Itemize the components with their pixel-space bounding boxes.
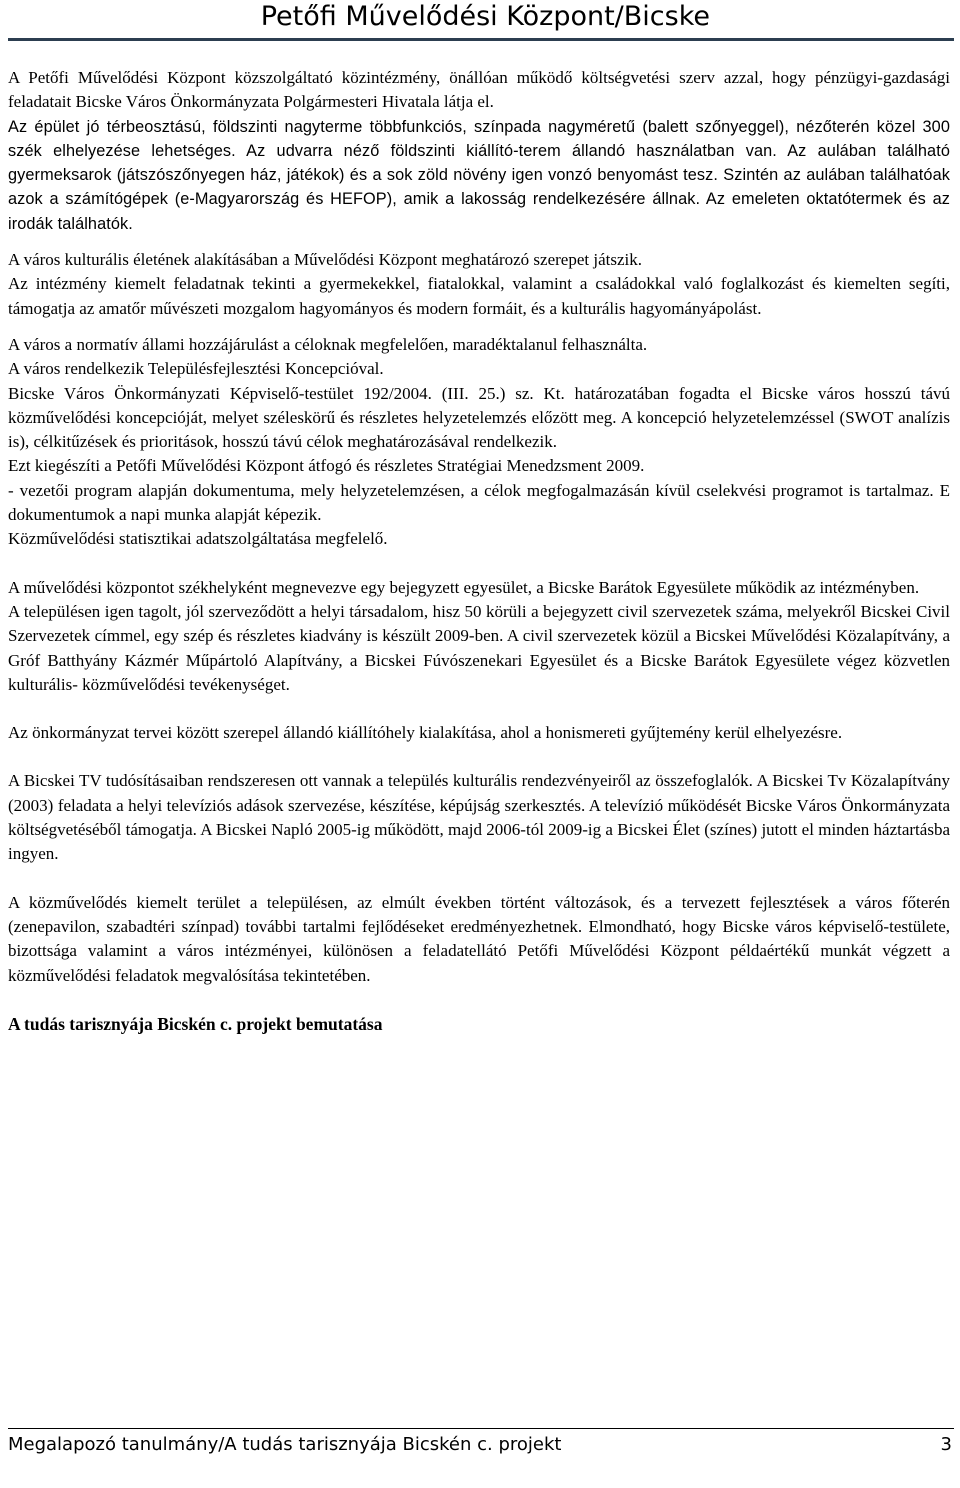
paragraph: - vezetői program alapján dokumentuma, mely helyzetelemzésen, a célok megfogalmazásán kívül cselekvési programot is tartalmaz. E dokumentumok a napi munka alapját képezik.	[8, 480, 950, 525]
paragraph: Az intézmény kiemelt feladatnak tekinti a gyermekekkel, fiatalokkal, valamint a családokkal való foglalkozást és kiemelten segíti, támogatja az amatőr művészeti mozgalom hagyományos és modern formáit, és a kulturális hagyományápolást.	[8, 274, 950, 318]
paragraph: A város a normatív állami hozzájárulást a céloknak megfelelően, maradéktalanul felhasználta.	[8, 334, 648, 354]
document-body	[8, 66, 950, 1036]
footer-divider	[8, 1428, 954, 1429]
page-header-title: Petőfi Művelődési Központ/Bicske	[260, 1, 710, 32]
paragraph: Bicske Város Önkormányzati Képviselő-testület 192/2004. (III. 25.) sz. Kt. határozatában fogadta el Bicske város hosszú távú közművelődési koncepcióját, melyet széleskörű és részletes helyzetelemzés előzött meg. A koncepció helyzetelemzéssel (SWOT analízis is), célkitűzések és prioritások, hosszú távú célok meghatározásával rendelkezik.	[8, 383, 950, 452]
paragraph: Közművelődési statisztikai adatszolgáltatása megfelelő.	[8, 529, 388, 549]
paragraph: A településen igen tagolt, jól szerveződött a helyi társadalom, hisz 50 körüli a bejegyzett civil szervezetek száma, melyekről Bicskei Civil Szervezetek címmel, egy szép és részletes kiadvány is készült 2009-ben. A civil szervezetek közül a Bicskei Művelődési Közalapítvány, a Gróf Batthyány Kázmér Műpártoló Alapítvány, a Bicskei Fúvószenekari Egyesület és a Bicske Barátok Egyesülete végez közvetlen kulturális- közművelődési tevékenységet.	[8, 601, 950, 694]
footer-title: Megalapozó tanulmány/A tudás tarisznyája Bicskén c. projekt	[8, 1434, 562, 1455]
paragraph: A Bicskei TV tudósításaiban rendszeresen ott vannak a település kulturális rendezvényeiről az összefoglalók. A Bicskei Tv Közalapítvány (2003) feladata a helyi televíziós adások szervezése, készítése, képújság szerkesztés. A televízió működését Bicske Város Önkormányzata költségvetéséből támogatja. A Bicskei Napló 2005-ig működött, majd 2006-tól 2009-ig a Bicskei Élet (színes) jutott el minden háztartásba ingyen.	[8, 771, 950, 864]
paragraph: Az önkormányzat tervei között szerepel állandó kiállítóhely kialakítása, ahol a honismereti gyűjtemény kerül elhelyezésre.	[8, 723, 843, 743]
paragraph: A Petőfi Művelődési Központ közszolgáltató közintézmény, önállóan működő költségvetési szerv azzal, hogy pénzügyi-gazdasági feladatait Bicske Város Önkormányzata Polgármesteri Hivatala látja el.	[8, 68, 950, 112]
paragraph: A város kulturális életének alakításában a Művelődési Központ meghatározó szerepet játszik.	[8, 250, 642, 270]
page-footer	[8, 1433, 952, 1457]
paragraph: Ezt kiegészíti a Petőfi Művelődési Központ átfogó és részletes Stratégiai Menedzsment 2009.	[8, 456, 645, 476]
paragraph: A közművelődés kiemelt terület a településen, az elmúlt években történt változások, és a tervezett fejlesztések a város főterén (zenepavilon, szabadtéri színpad) további tartalmi fejlődéseket eredményezhetnek. Elmondható, hogy Bicske város képviselő-testülete, bizottsága valamint a város intézményei, különösen a feladatellátó Petőfi Művelődési Központ példaértékű munkát végzett a közművelődési feladatok megvalósítása tekintetében.	[8, 892, 950, 985]
paragraph: A művelődési központot székhelyként megnevezve egy bejegyzett egyesület, a Bicske Barátok Egyesülete működik az intézményben.	[8, 577, 920, 597]
paragraph: Az épület jó térbeosztású, földszinti nagyterme többfunkciós, színpada nagyméretű (balett szőnyeggel), nézőterén közel 300 szék elhelyezése lehetséges. Az udvarra néző földszinti kiállító-terem állandó használatban van. Az aulában található gyermeksarok (játszószőnyegen ház, játékok) és a sok zöld növény igen vonzó benyomást tesz. Szintén az aulában találhatóak azok a számítógépek (e-Magyarország és HEFOP), amik a lakosság rendelkezésére állnak. Az emeleten oktatótermek és az irodák találhatók.	[8, 117, 950, 233]
page-number: 3	[940, 1434, 952, 1455]
section-heading: A tudás tarisznyája Bicskén c. projekt bemutatása	[8, 1013, 383, 1034]
paragraph: A város rendelkezik Településfejlesztési Koncepcióval.	[8, 359, 384, 379]
header-divider	[8, 38, 954, 41]
